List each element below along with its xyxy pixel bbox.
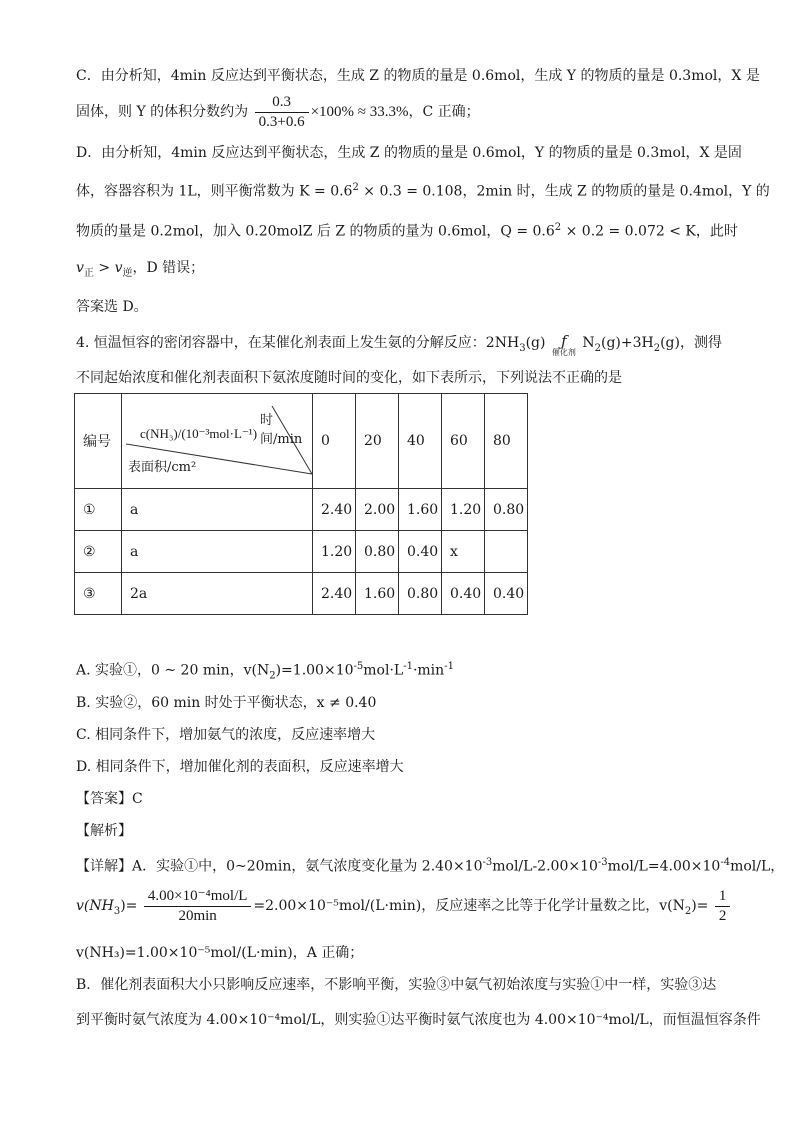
table-row <box>75 489 528 531</box>
time-col: 60 <box>442 394 485 489</box>
option-c-line1: C．由分析知，4min 反应达到平衡状态，生成 Z 的物质的量是 0.6mol，生成 Y 的物质的量是 0.3mol，X 是 <box>76 68 760 84</box>
time-col: 20 <box>356 394 399 489</box>
row-area: a <box>122 531 313 573</box>
cell: 1.60 <box>399 489 442 531</box>
sup: 2 <box>554 222 562 233</box>
b-line1: B．催化剂表面积大小只影响反应速率，不影响平衡，实验③中氨气初始浓度与实验①中一样，实验③达 <box>76 977 717 993</box>
denominator: 0.3+0.6 <box>258 113 305 130</box>
sup: -4 <box>720 857 731 868</box>
detail-line2 <box>76 884 732 934</box>
catalyst-label: 催化剂 <box>551 348 576 357</box>
text: mol/L， <box>730 858 785 875</box>
text: mol/L-2.00×10 <box>492 858 598 875</box>
option-d-line1: D．由分析知，4min 反应达到平衡状态，生成 Z 的物质的量是 0.6mol，Y 的物质的量是 0.3mol，X 是固 <box>76 145 742 161</box>
sup: -1 <box>403 661 413 672</box>
text: mol/L=4.00×10 <box>607 858 721 875</box>
sub: 2 <box>684 905 692 917</box>
answer-label: 【答案】C <box>76 791 143 807</box>
text: 4. 恒温恒容的密闭容器中，在某催化剂表面上发生氨的分解反应：2NH <box>76 335 520 351</box>
sub: 2 <box>269 670 276 682</box>
table-header-row <box>75 394 528 489</box>
cell: 0.80 <box>356 531 399 573</box>
cell: 1.20 <box>313 531 356 573</box>
text: (g)+3H <box>600 335 654 351</box>
sub: 2 <box>653 342 661 354</box>
cell: 2.40 <box>313 489 356 531</box>
cell: 0.40 <box>442 573 485 615</box>
option-d-line4 <box>76 258 204 284</box>
previous-answer: 答案选 D。 <box>76 299 148 315</box>
catalyst-arrow <box>550 333 578 357</box>
numerator: 4.00×10⁻⁴mol/L <box>144 887 252 907</box>
table-row <box>75 531 528 573</box>
sup: -5 <box>353 661 364 672</box>
row-area: a <box>122 489 313 531</box>
text: mol·L <box>363 662 404 679</box>
header-id: 编号 <box>75 394 122 489</box>
ratio-fraction <box>715 887 731 926</box>
time-col: 0 <box>313 394 356 489</box>
cell: x <box>442 531 485 573</box>
sub: 正 <box>83 267 94 279</box>
time-col: 80 <box>485 394 528 489</box>
sup: -1 <box>444 661 454 672</box>
cell: 0.40 <box>399 531 442 573</box>
option-d-line2 <box>76 178 770 202</box>
text: 体，容器容积为 1L，则平衡常数为 K = 0.6 <box>76 183 353 200</box>
cell: 1.60 <box>356 573 399 615</box>
header-diagonal-cell <box>122 394 313 489</box>
text: 【详解】A．实验①中，0~20min，氨气浓度变化量为 2.40×10 <box>76 858 483 875</box>
text: )= <box>691 898 709 914</box>
option-a <box>76 657 454 686</box>
text: v(NH <box>76 898 114 914</box>
analysis-label: 【解析】 <box>76 823 132 839</box>
text: ·min <box>412 662 445 679</box>
diag-time-label: 时间/min <box>260 413 303 447</box>
cell <box>485 531 528 573</box>
text: 固体，则 Y 的体积分数约为 <box>76 104 249 120</box>
text: )=1.00×10 <box>275 662 354 679</box>
option-c-line2 <box>76 92 480 132</box>
row-area: 2a <box>122 573 313 615</box>
text: N <box>582 335 595 351</box>
option-d: D. 相同条件下，增加催化剂的表面积，反应速率增大 <box>76 759 404 775</box>
text: (g)，测得 <box>660 335 722 351</box>
arrow-glyph: ƒ <box>561 332 567 350</box>
diag-conc-label: c(NH₃)/(10⁻³mol·L⁻¹) <box>140 426 258 441</box>
row-id: ② <box>75 531 122 573</box>
gt: > <box>93 260 115 276</box>
cell: 2.00 <box>356 489 399 531</box>
sub: 逆 <box>122 267 133 279</box>
sup: -3 <box>597 857 608 868</box>
v: v <box>114 260 123 276</box>
sup: -3 <box>482 857 493 868</box>
text: × 0.2 = 0.072 < K，此时 <box>561 223 738 240</box>
row-id: ① <box>75 489 122 531</box>
option-c: C. 相同条件下，增加氨气的浓度，反应速率增大 <box>76 727 376 743</box>
cell: 0.80 <box>399 573 442 615</box>
text: ，D 错误； <box>132 260 205 276</box>
text: =2.00×10⁻⁵mol/(L·min)，反应速率之比等于化学计量数之比，v(N <box>253 898 685 914</box>
sub: 3 <box>519 342 526 354</box>
cell: 2.40 <box>313 573 356 615</box>
text: 物质的量是 0.2mol，加入 0.20molZ 后 Z 的物质的量为 0.6mol，Q = 0.6 <box>76 223 555 240</box>
cell: 0.40 <box>485 573 528 615</box>
text: )= <box>120 898 138 914</box>
v: v <box>76 260 84 276</box>
detail-line1 <box>76 853 784 877</box>
time-col: 40 <box>399 394 442 489</box>
diag-area-label: 表面积/cm² <box>128 460 197 475</box>
text: × 0.3 = 0.108，2min 时，生成 Z 的物质的量是 0.4mol，Y 的 <box>358 183 770 200</box>
data-table <box>74 393 528 615</box>
text: (g) <box>525 335 546 351</box>
cell: 1.20 <box>442 489 485 531</box>
option-d-line3 <box>76 218 738 242</box>
table-row <box>75 573 528 615</box>
numerator: 0.3 <box>255 93 309 113</box>
cell: 0.80 <box>485 489 528 531</box>
sub: 3 <box>113 905 121 917</box>
option-b: B. 实验②，60 min 时处于平衡状态，x ≠ 0.40 <box>76 695 377 711</box>
sub: 2 <box>594 342 601 354</box>
percent-expr: ×100% ≈ 33.3% <box>310 104 409 120</box>
question-4-line1 <box>76 333 722 359</box>
text: A. 实验①，0 ~ 20 min，v(N <box>76 662 270 679</box>
row-id: ③ <box>75 573 122 615</box>
b-line2: 到平衡时氨气浓度为 4.00×10⁻⁴mol/L，则实验①达平衡时氨气浓度也为 4.00×10⁻⁴mol/L，而恒温恒容条件 <box>76 1012 761 1028</box>
question-4-line2: 不同起始浓度和催化剂表面积下氨浓度随时间的变化，如下表所示，下列说法不正确的是 <box>76 370 622 386</box>
denominator: 20min <box>178 907 217 924</box>
numerator: 1 <box>715 887 731 907</box>
sup: 2 <box>352 182 359 193</box>
detail-line3: v(NH₃)=1.00×10⁻⁵mol/(L·min)，A 正确； <box>76 945 364 961</box>
text: ，C 正确； <box>408 104 480 120</box>
rate-fraction <box>144 887 252 926</box>
denominator: 2 <box>718 907 727 924</box>
volume-fraction <box>255 93 309 132</box>
